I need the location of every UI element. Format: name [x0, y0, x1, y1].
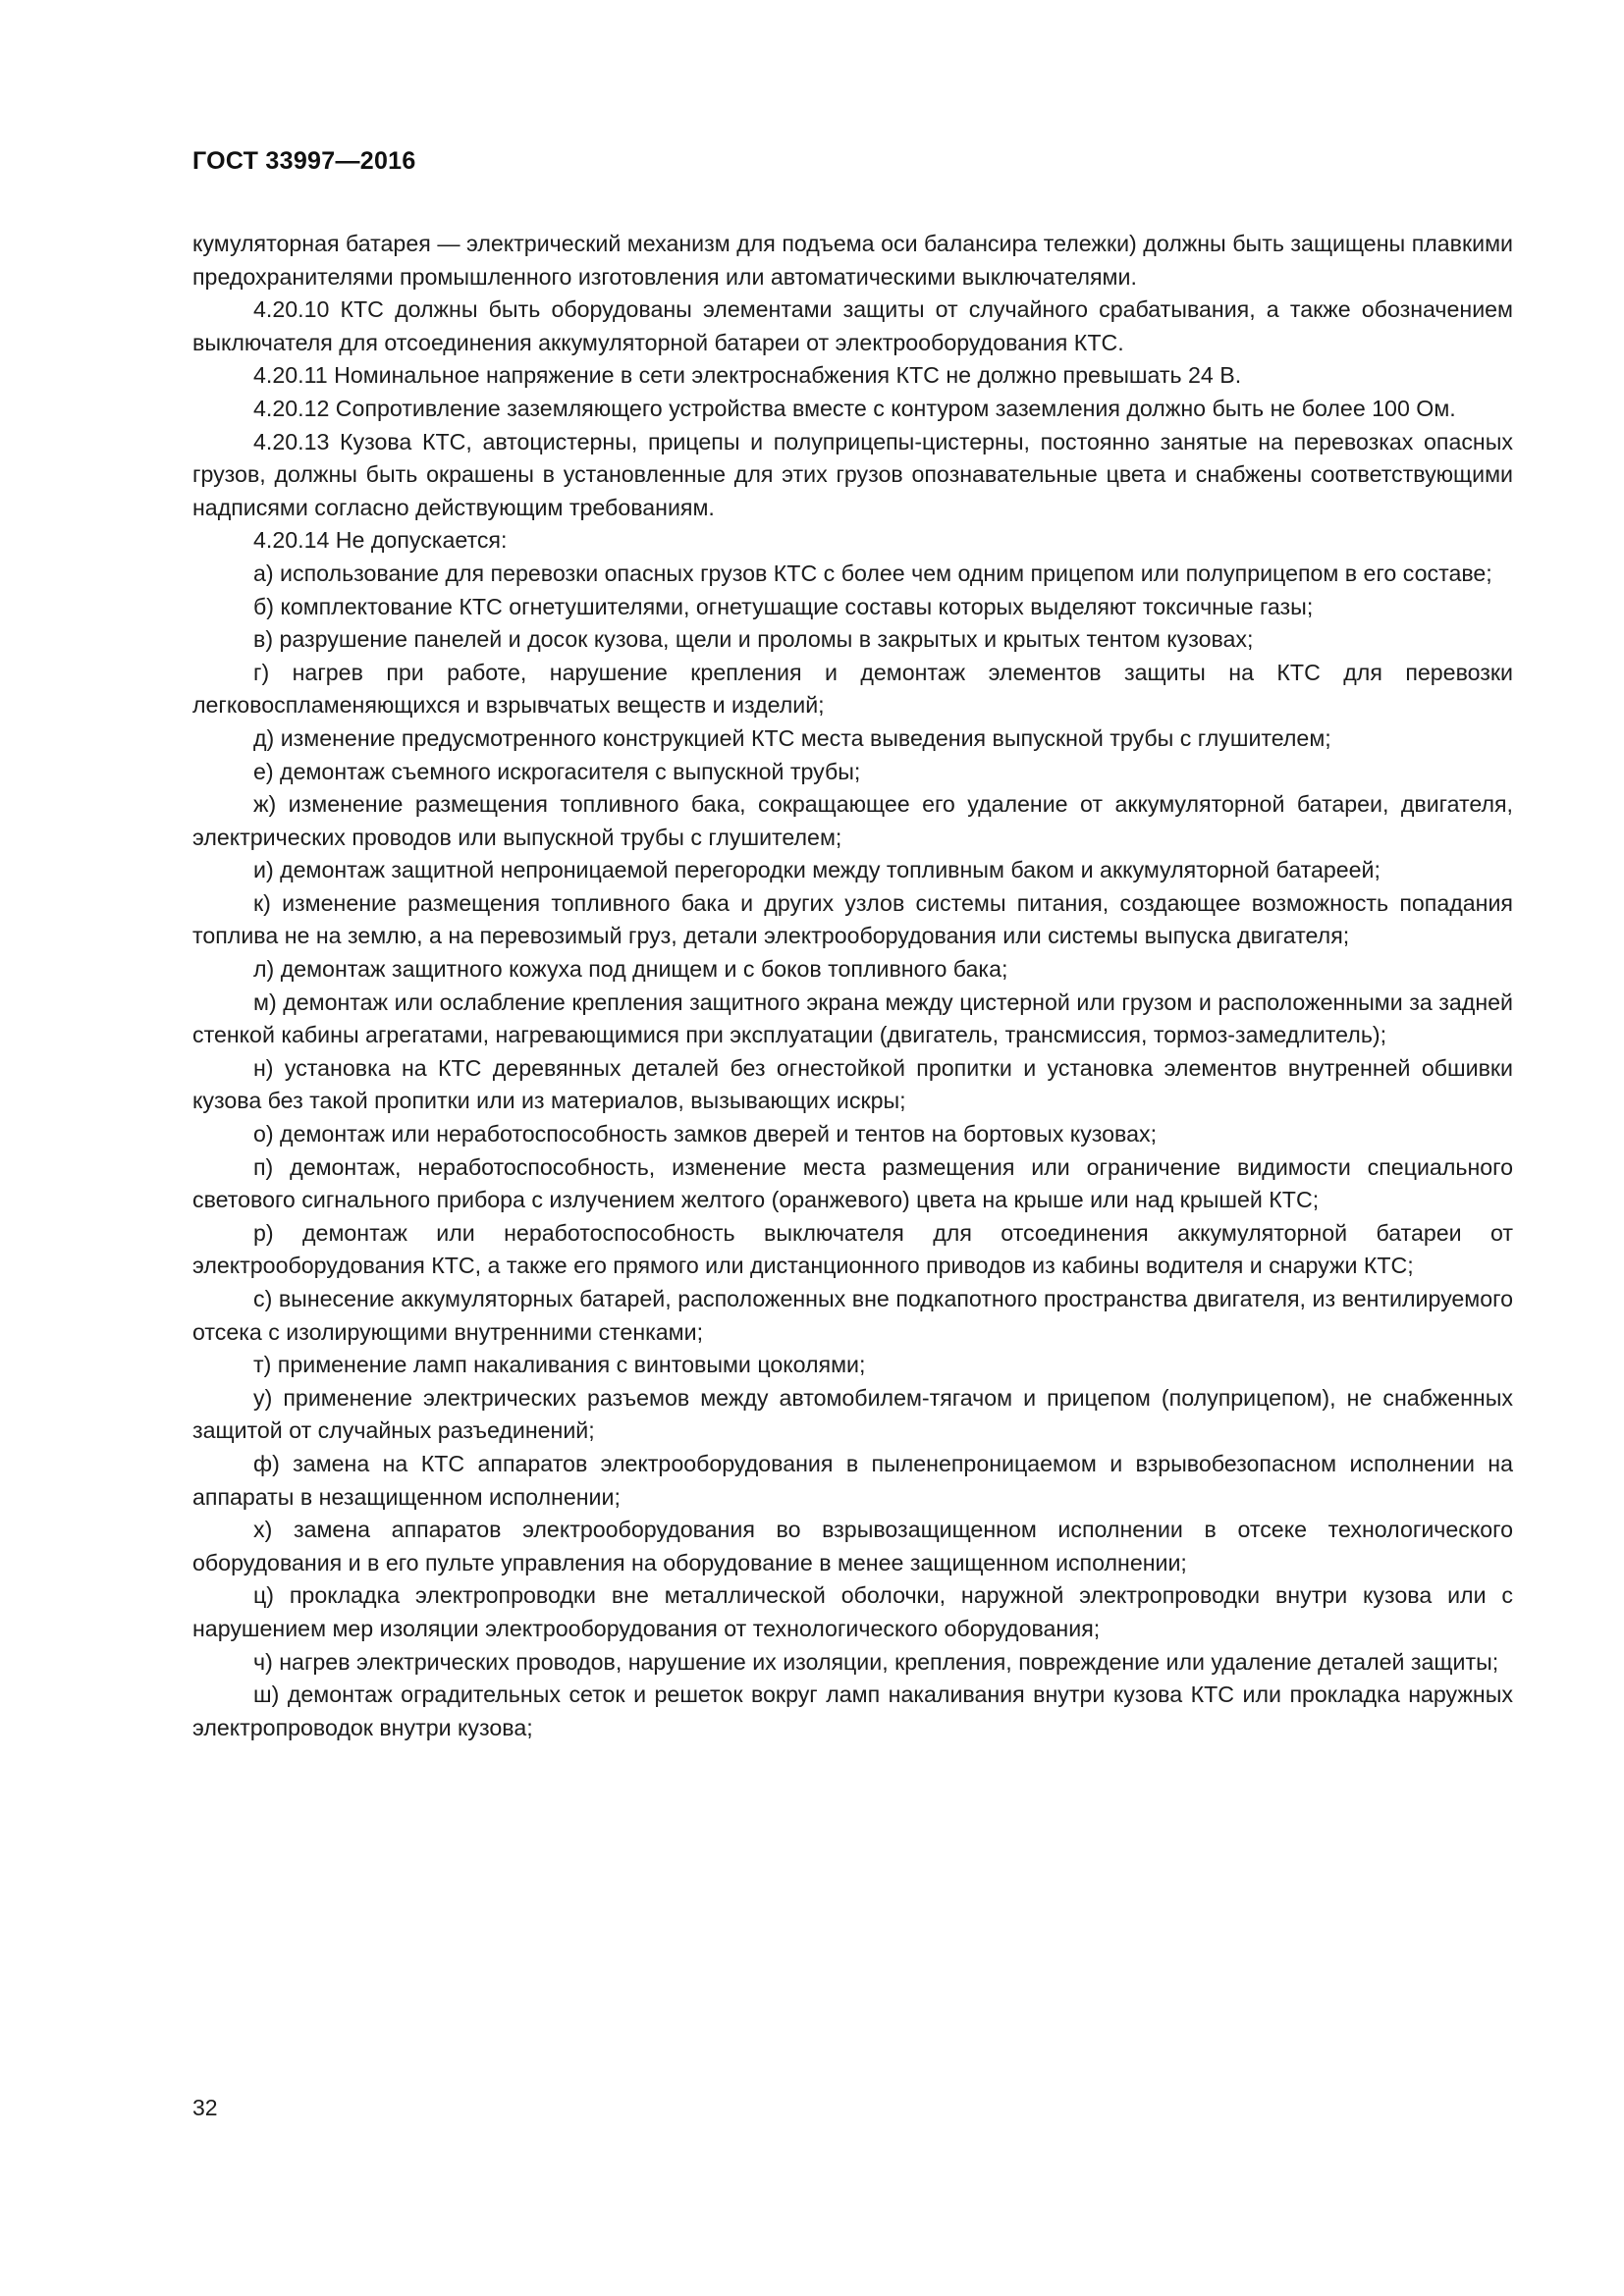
list-item-l: л) демонтаж защитного кожуха под днищем и с боков топливного бака;: [253, 956, 1008, 983]
list-item-d: д) изменение предусмотренного конструкцией КТС места выведения выпускной трубы с глушителем;: [253, 724, 1331, 751]
document-header-title: ГОСТ 33997—2016: [192, 147, 416, 175]
document-body: [192, 228, 1513, 1744]
list-item-p: п) демонтаж, неработоспособность, изменение места размещения или ограничение видимости специального светового сигнального прибора с излучением желтого (оранжевого) цвета на крыше или над крышей КТС;: [192, 1153, 1513, 1213]
list-item-b: б) комплектование КТС огнетушителями, огнетушащие составы которых выделяют токсичные газы;: [253, 593, 1314, 619]
list-item-t: т) применение ламп накаливания с винтовыми цоколями;: [253, 1352, 866, 1378]
list-item-i: и) демонтаж защитной непроницаемой перегородки между топливным баком и аккумуляторной батареей;: [253, 857, 1380, 883]
list-item-m: м) демонтаж или ослабление крепления защитного экрана между цистерной или грузом и расположенными за задней стенкой кабины агрегатами, нагревающимися при эксплуатации (двигатель, трансмиссия, тормоз-замедлитель);: [192, 988, 1513, 1048]
paragraph-4-20-14: 4.20.14 Не допускается:: [253, 527, 508, 554]
list-item-e: е) демонтаж съемного искрогасителя с выпускной трубы;: [253, 758, 861, 784]
list-item-k: к) изменение размещения топливного бака и других узлов системы питания, создающее возможность попадания топлива не на землю, а на перевозимый груз, детали электрооборудования или системы выпуска двигателя;: [192, 889, 1513, 949]
paragraph-4-20-13: 4.20.13 Кузова КТС, автоцистерны, прицепы и полуприцепы-цистерны, постоянно занятые на перевозках опасных грузов, должны быть окрашены в установленные для этих грузов опознавательные цвета и снабжены соответствующими надписями согласно действующим требованиям.: [192, 428, 1513, 520]
list-item-kh: х) замена аппаратов электрооборудования во взрывозащищенном исполнении в отсеке технологического оборудования и в его пульте управления на оборудование в менее защищенном исполнении;: [192, 1517, 1513, 1575]
list-item-a: а) использование для перевозки опасных грузов КТС с более чем одним прицепом или полуприцепом в его составе;: [253, 560, 1492, 586]
paragraph-continuation: кумуляторная батарея — электрический механизм для подъема оси балансира тележки) должны быть защищены плавкими предохранителями промышленного изготовления или автоматическими выключателями.: [192, 231, 1513, 290]
list-item-f: ф) замена на КТС аппаратов электрооборудования в пыленепроницаемом и взрывобезопасном исполнении на аппараты в незащищенном исполнении;: [192, 1450, 1513, 1510]
list-item-ch: ч) нагрев электрических проводов, нарушение их изоляции, крепления, повреждение или удаление деталей защиты;: [253, 1648, 1499, 1675]
list-item-ts: ц) прокладка электропроводки вне металлической оболочки, наружной электропроводки внутри кузова или с нарушением мер изоляции электрооборудования от технологического оборудования;: [192, 1582, 1513, 1641]
paragraph-4-20-11: 4.20.11 Номинальное напряжение в сети электроснабжения КТС не должно превышать 24 В.: [253, 362, 1242, 389]
list-item-n: н) установка на КТС деревянных деталей без огнестойкой пропитки и установка элементов внутренней обшивки кузова без такой пропитки или из материалов, вызывающих искры;: [192, 1054, 1513, 1114]
list-item-o: о) демонтаж или неработоспособность замков дверей и тентов на бортовых кузовах;: [253, 1121, 1158, 1148]
paragraph-4-20-12: 4.20.12 Сопротивление заземляющего устройства вместе с контуром заземления должно быть не более 100 Ом.: [253, 395, 1456, 421]
list-item-zh: ж) изменение размещения топливного бака, сокращающее его удаление от аккумуляторной батареи, двигателя, электрических проводов или выпускной трубы с глушителем;: [192, 791, 1513, 850]
page-number: 32: [192, 2095, 218, 2120]
list-item-r: р) демонтаж или неработоспособность выключателя для отсоединения аккумуляторной батареи от электрооборудования КТС, а также его прямого или дистанционного приводов из кабины водителя и снаружи КТС;: [192, 1219, 1513, 1279]
list-item-v: в) разрушение панелей и досок кузова, щели и проломы в закрытых и крытых тентом кузовах;: [253, 626, 1254, 653]
list-item-g: г) нагрев при работе, нарушение крепления и демонтаж элементов защиты на КТС для перевозки легковоспламеняющихся и взрывчатых веществ и изделий;: [192, 659, 1513, 719]
list-item-u: у) применение электрических разъемов между автомобилем-тягачом и прицепом (полуприцепом), не снабженных защитой от случайных разъединений;: [192, 1384, 1513, 1444]
list-item-s: с) вынесение аккумуляторных батарей, расположенных вне подкапотного пространства двигателя, из вентилируемого отсека с изолирующими внутренними стенками;: [192, 1286, 1513, 1345]
paragraph-4-20-10: 4.20.10 КТС должны быть оборудованы элементами защиты от случайного срабатывания, а также обозначением выключателя для отсоединения аккумуляторной батареи от электрооборудования КТС.: [192, 296, 1513, 355]
list-item-sh: ш) демонтаж оградительных сеток и решеток вокруг ламп накаливания внутри кузова КТС или прокладка наружных электропроводок внутри кузова;: [192, 1682, 1513, 1740]
